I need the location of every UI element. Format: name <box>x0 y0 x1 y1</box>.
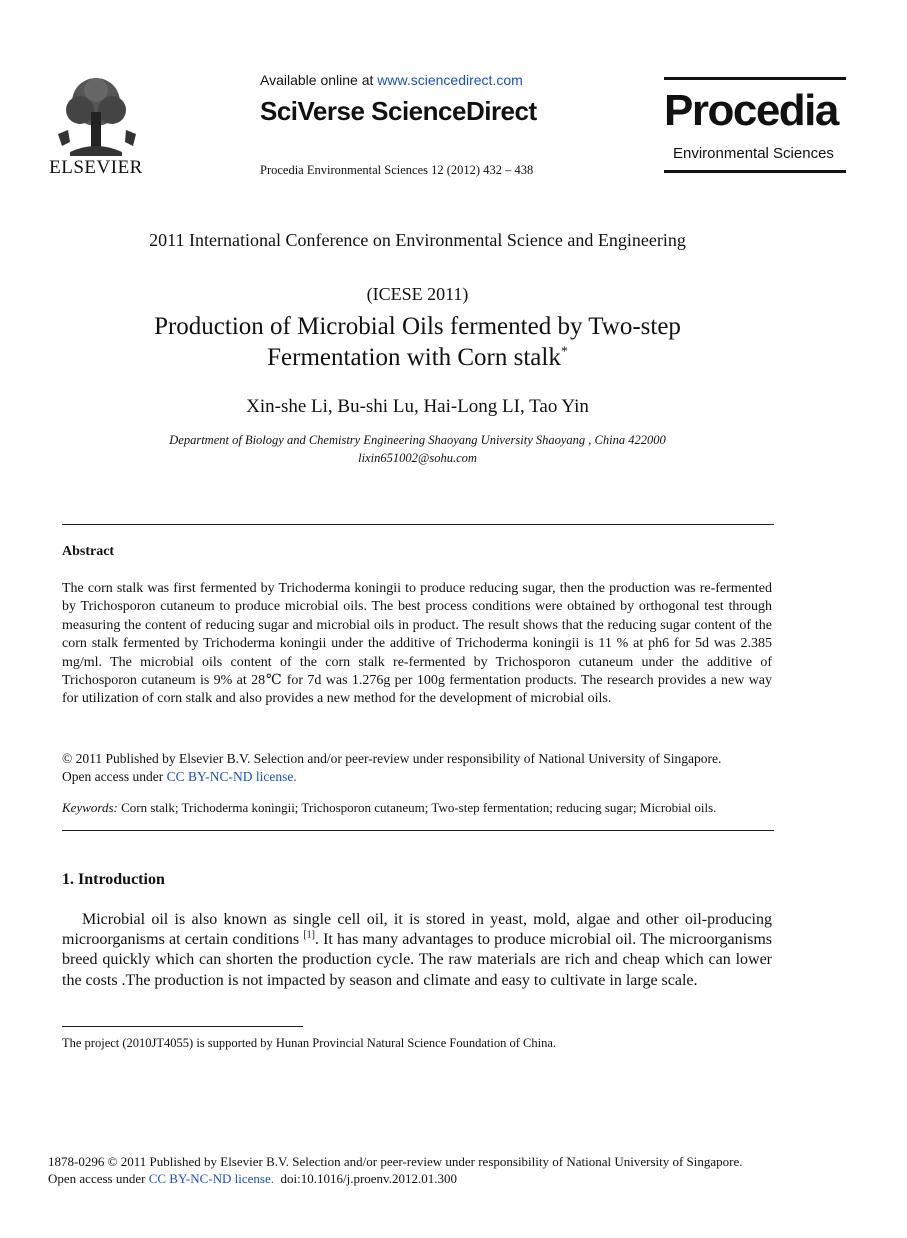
procedia-bottom-rule <box>664 170 846 173</box>
title-line-2: Fermentation with Corn stalk <box>267 344 561 371</box>
footnote-rule <box>62 1026 303 1027</box>
conference-name: 2011 International Conference on Environmental Science and Engineering <box>149 230 686 250</box>
conference-acronym: (ICESE 2011) <box>366 284 469 304</box>
abstract-heading: Abstract <box>62 544 115 559</box>
intro-text-a: Microbial oil is also known as single cell oil, it is stored in yeast, mold, algae and other oil-producing microorganisms at certain conditions <box>62 911 772 949</box>
affiliation: Department of Biology and Chemistry Engineering Shaoyang University Shaoyang , China 422000 <box>169 433 666 447</box>
license-link[interactable]: CC BY-NC-ND license. <box>166 769 297 784</box>
abstract-body: The corn stalk was first fermented by Trichoderma koningii to produce reducing sugar, then the production was re-fermented by Trichosporon cutaneum to produce microbial oils. The best process conditions were obtained by orthogonal test through measuring the content of reducing sugar and microbial oils in product. The result shows that the reducing sugar content of the corn stalk fermented by Trichoderma koningii under the additive of Trichoderma koningii is 11 % at ph6 for 5d was 2.385 mg/ml. The microbial oils content of the corn stalk re-fermented by Trichosporon cutaneum under the additive of Trichosporon cutaneum is 9% at 28℃ for 7d was 1.276g per 100g fermentation products. The research provides a new way for utilization of corn stalk and also provides a new method for the development of microbial oils. <box>62 581 772 707</box>
footer-open-access-prefix: Open access under <box>48 1171 149 1186</box>
authors: Xin-she Li, Bu-shi Lu, Hai-Long LI, Tao Yin <box>246 396 589 417</box>
title-footnote-mark: * <box>560 344 568 360</box>
abstract-bottom-rule <box>62 830 774 831</box>
procedia-top-rule <box>664 77 846 80</box>
footnote: The project (2010JT4055) is supported by Hunan Provincial Natural Science Foundation of China. <box>62 1036 556 1050</box>
keywords <box>62 800 716 816</box>
intro-text-b: . It has many advantages to produce microbial oil. The microorganisms breed quickly which can shorten the production cycle. The raw materials are rich and cheap which can lower the costs .The production is not impacted by season and climate and easy to cultivate in large scale. <box>62 931 772 989</box>
keywords-list: Corn stalk; Trichoderma koningii; Trichosporon cutaneum; Two-step fermentation; reducing sugar; Microbial oils. <box>117 800 717 815</box>
procedia-logo: Procedia <box>664 86 838 135</box>
open-access-line <box>62 769 297 785</box>
sciverse-logo: SciVerse ScienceDirect <box>260 96 537 126</box>
footer-issn: 1878-0296 © 2011 Published by Elsevier B.V. Selection and/or peer-review under responsibility of National University of Singapore. <box>48 1154 743 1169</box>
keywords-label: Keywords: <box>62 800 118 815</box>
publisher-name: ELSEVIER <box>49 157 143 178</box>
citation-ref[interactable]: [1] <box>303 929 315 941</box>
available-online <box>260 72 523 88</box>
abstract-top-rule <box>62 524 774 525</box>
footer-doi[interactable]: doi:10.1016/j.proenv.2012.01.300 <box>280 1171 457 1186</box>
paper-title <box>0 311 835 373</box>
available-prefix: Available online at <box>260 72 378 88</box>
title-line-1: Production of Microbial Oils fermented by Two-step <box>154 313 681 340</box>
journal-reference: Procedia Environmental Sciences 12 (2012) 432 – 438 <box>260 163 534 177</box>
open-access-prefix: Open access under <box>62 769 167 784</box>
introduction-paragraph <box>62 910 772 991</box>
procedia-subtitle: Environmental Sciences <box>673 145 834 162</box>
section-heading-introduction: 1. Introduction <box>62 871 165 888</box>
author-email: lixin651002@sohu.com <box>358 451 477 465</box>
sciencedirect-link[interactable]: www.sciencedirect.com <box>377 72 523 88</box>
copyright-notice: © 2011 Published by Elsevier B.V. Selection and/or peer-review under responsibility of National University of Singapore. <box>62 751 722 766</box>
footer-license-link[interactable]: CC BY-NC-ND license. <box>148 1171 275 1186</box>
footer-open-access <box>48 1171 457 1187</box>
